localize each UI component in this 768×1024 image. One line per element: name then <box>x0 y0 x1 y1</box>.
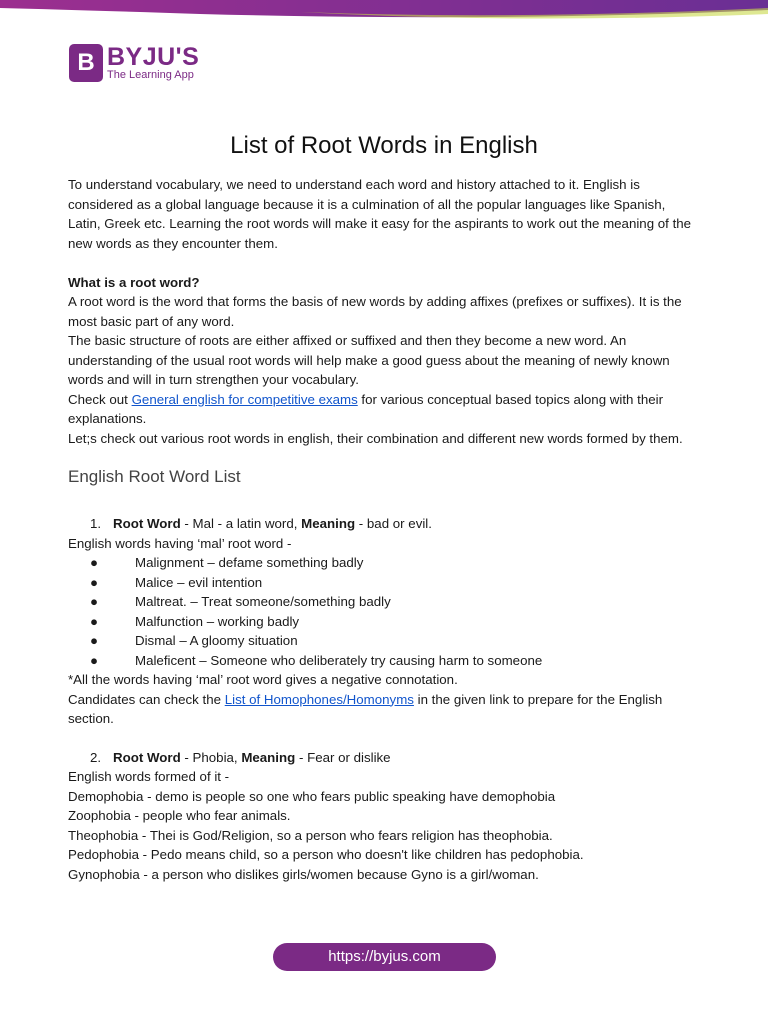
list-item: ● Maleficent – Someone who deliberately try causing harm to someone <box>90 652 543 668</box>
phobia-line: Gynophobia - a person who dislikes girls/women because Gyno is a girl/woman. <box>68 866 539 882</box>
list-item: ● Maltreat. – Treat someone/something badly <box>90 594 391 609</box>
check-out-line: Check out General english for competitive exams for various conceptual based topics along with their explanations. <box>68 391 663 426</box>
phobia-line: Theophobia - Thei is God/Religion, so a person who fears religion has theophobia. <box>68 827 553 843</box>
homophones-link[interactable]: List of Homophones/Homonyms <box>224 691 414 707</box>
document-body <box>68 175 700 884</box>
logo-name: BYJU'S <box>107 43 200 71</box>
what-heading: What is a root word? <box>68 274 200 290</box>
candidates-line: Candidates can check the List of Homophones/Homonyms in the given link to prepare for the English section. <box>68 691 663 726</box>
root-item-1: 1. Root Word - Mal - a latin word, Meaning - bad or evil. <box>90 516 432 531</box>
logo-tagline: The Learning App <box>107 69 194 81</box>
item2-lead: English words formed of it - <box>68 769 230 784</box>
list-item: ● Malignment – defame something badly <box>90 555 364 570</box>
intro-paragraph: To understand vocabulary, we need to understand each word and history attached to it. English is considered as a global language because it is a culmination of all the popular languages like Spanish, Latin, Greek etc. Learning the root words will make it easy for the aspirants to work out the meaning of the new words as they encounter them. <box>68 177 692 251</box>
page-title: List of Root Words in English <box>230 132 538 159</box>
mal-word-list <box>68 553 700 670</box>
list-item: ● Malice – evil intention <box>90 574 263 590</box>
item1-lead: English words having ‘mal’ root word - <box>68 535 292 551</box>
definition-2: The basic structure of roots are either affixed or suffixed and then they become a new word. An understanding of the usual root words will help make a good guess about the meaning of newly known words and will in turn strengthen your vocabulary. <box>68 333 670 387</box>
phobia-line: Demophobia - demo is people so one who fears public speaking have demophobia <box>68 788 556 804</box>
top-decorative-band <box>0 0 768 22</box>
lets-check-line: Let;s check out various root words in english, their combination and different new words formed by them. <box>68 430 683 446</box>
root-item-2: 2. Root Word - Phobia, Meaning - Fear or dislike <box>90 749 391 765</box>
general-english-link[interactable]: General english for competitive exams <box>131 391 358 407</box>
list-item: ● Dismal – A gloomy situation <box>90 633 298 648</box>
phobia-line: Zoophobia - people who fear animals. <box>68 808 291 823</box>
phobia-line: Pedophobia - Pedo means child, so a person who doesn't like children has pedophobia. <box>68 847 584 862</box>
definition-1: A root word is the word that forms the basis of new words by adding affixes (prefixes or suffixes). It is the most basic part of any word. <box>68 294 682 329</box>
mal-note: *All the words having ‘mal’ root word gives a negative connotation. <box>68 672 458 687</box>
byjus-logo <box>69 44 199 82</box>
footer-url-badge[interactable]: https://byjus.com <box>273 943 496 971</box>
logo-mark-icon: B <box>69 44 103 82</box>
list-item: ● Malfunction – working badly <box>90 613 300 629</box>
section-heading: English Root Word List <box>68 467 241 486</box>
